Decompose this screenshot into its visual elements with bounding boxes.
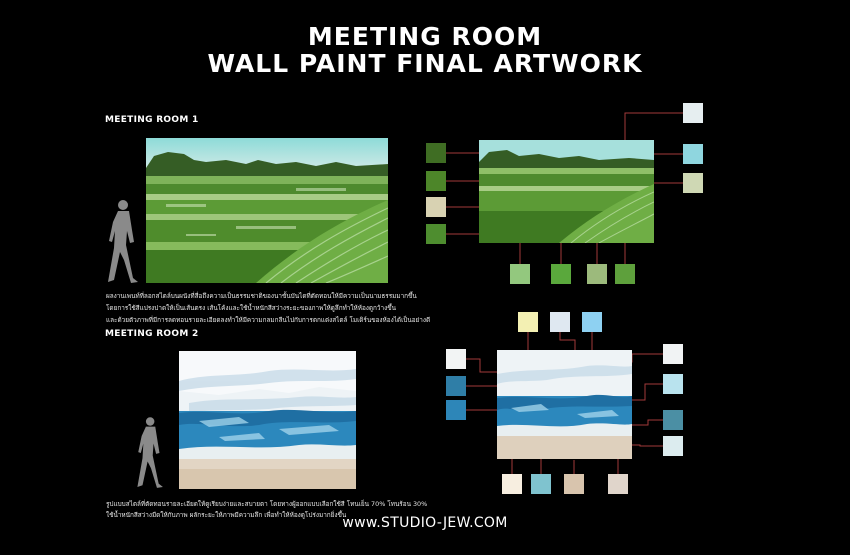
room-2-color-swatch — [663, 436, 683, 456]
room-2-color-swatch — [502, 474, 522, 494]
room-1-description-line-3: และด้วยตัวภาพที่มีการลดทอนรายละเอียดลงทำให้มีความกลมกลืนไปกับการตกแต่งสไตล์ โมเดิร์นของห้องได้เป็นอย่างดี — [106, 316, 431, 324]
room-2-color-swatch — [446, 349, 466, 369]
room-2-description-line-1: รูปแบบสไตล์ที่ตัดทอนรายละเอียดให้ดูเรียบง่ายและสบายตา โดยทางผู้ออกแบบเลือกใช้สี โทนเย็น 70% โทนร้อน 30% — [106, 500, 428, 508]
room-2-color-swatch — [446, 376, 466, 396]
room-1-color-swatch — [426, 197, 446, 217]
room-1-color-swatch — [551, 264, 571, 284]
room-2-color-swatch — [531, 474, 551, 494]
room-2-label: MEETING ROOM 2 — [105, 329, 199, 339]
room-2-artwork-reference — [497, 350, 632, 459]
room-2-color-swatch — [663, 344, 683, 364]
room-1-color-swatch — [683, 173, 703, 193]
room-1-color-swatch — [683, 144, 703, 164]
room-2-color-swatch — [582, 312, 602, 332]
room-2-color-swatch — [663, 374, 683, 394]
human-scale-figure — [134, 411, 168, 495]
room-2-color-swatch — [564, 474, 584, 494]
page-title-line-2: WALL PAINT FINAL ARTWORK — [207, 49, 643, 78]
room-2-description-line-2: ใช้น้ำหนักสีสว่างมืดให้กับภาพ ผลักระยะให้ภาพมีความลึก เพื่อทำให้ห้องดูโปร่งมากยิ่งขึ้น — [106, 511, 347, 519]
room-1-artwork — [146, 138, 388, 283]
page-title-line-1: MEETING ROOM — [307, 22, 543, 51]
website-url: www.STUDIO-JEW.COM — [342, 515, 508, 531]
room-1-color-swatch — [510, 264, 530, 284]
room-2-color-swatch — [550, 312, 570, 332]
room-1-description-line-1: ผลงานเพนท์ที่ลอกสไตล์บนผนังที่สื่อถึงความเป็นธรรมชาติของนาขั้นบันไดที่ตัดทอนให้มีความเป็นนามธรรมมากขึ้น — [106, 292, 417, 300]
human-scale-figure — [104, 198, 144, 286]
room-2-artwork — [179, 351, 356, 489]
room-1-color-swatch — [683, 103, 703, 123]
room-2-color-swatch — [446, 400, 466, 420]
room-1-artwork-reference — [479, 140, 654, 243]
room-1-color-swatch — [615, 264, 635, 284]
room-1-description-line-2: โดยการใช้สีแปรงปาดให้เป็นเส้นตรง เส้นโค้งและใช้น้ำหนักสีสว่างระยะของภาพให้ดูลึกทำให้ห้องดูกว้างขึ้น — [106, 304, 396, 312]
room-1-color-swatch — [426, 224, 446, 244]
room-2-color-swatch — [663, 410, 683, 430]
room-2-color-swatch — [608, 474, 628, 494]
room-1-label: MEETING ROOM 1 — [105, 115, 199, 125]
room-1-color-swatch — [587, 264, 607, 284]
room-1-color-swatch — [426, 171, 446, 191]
room-1-color-swatch — [426, 143, 446, 163]
room-2-color-swatch — [518, 312, 538, 332]
